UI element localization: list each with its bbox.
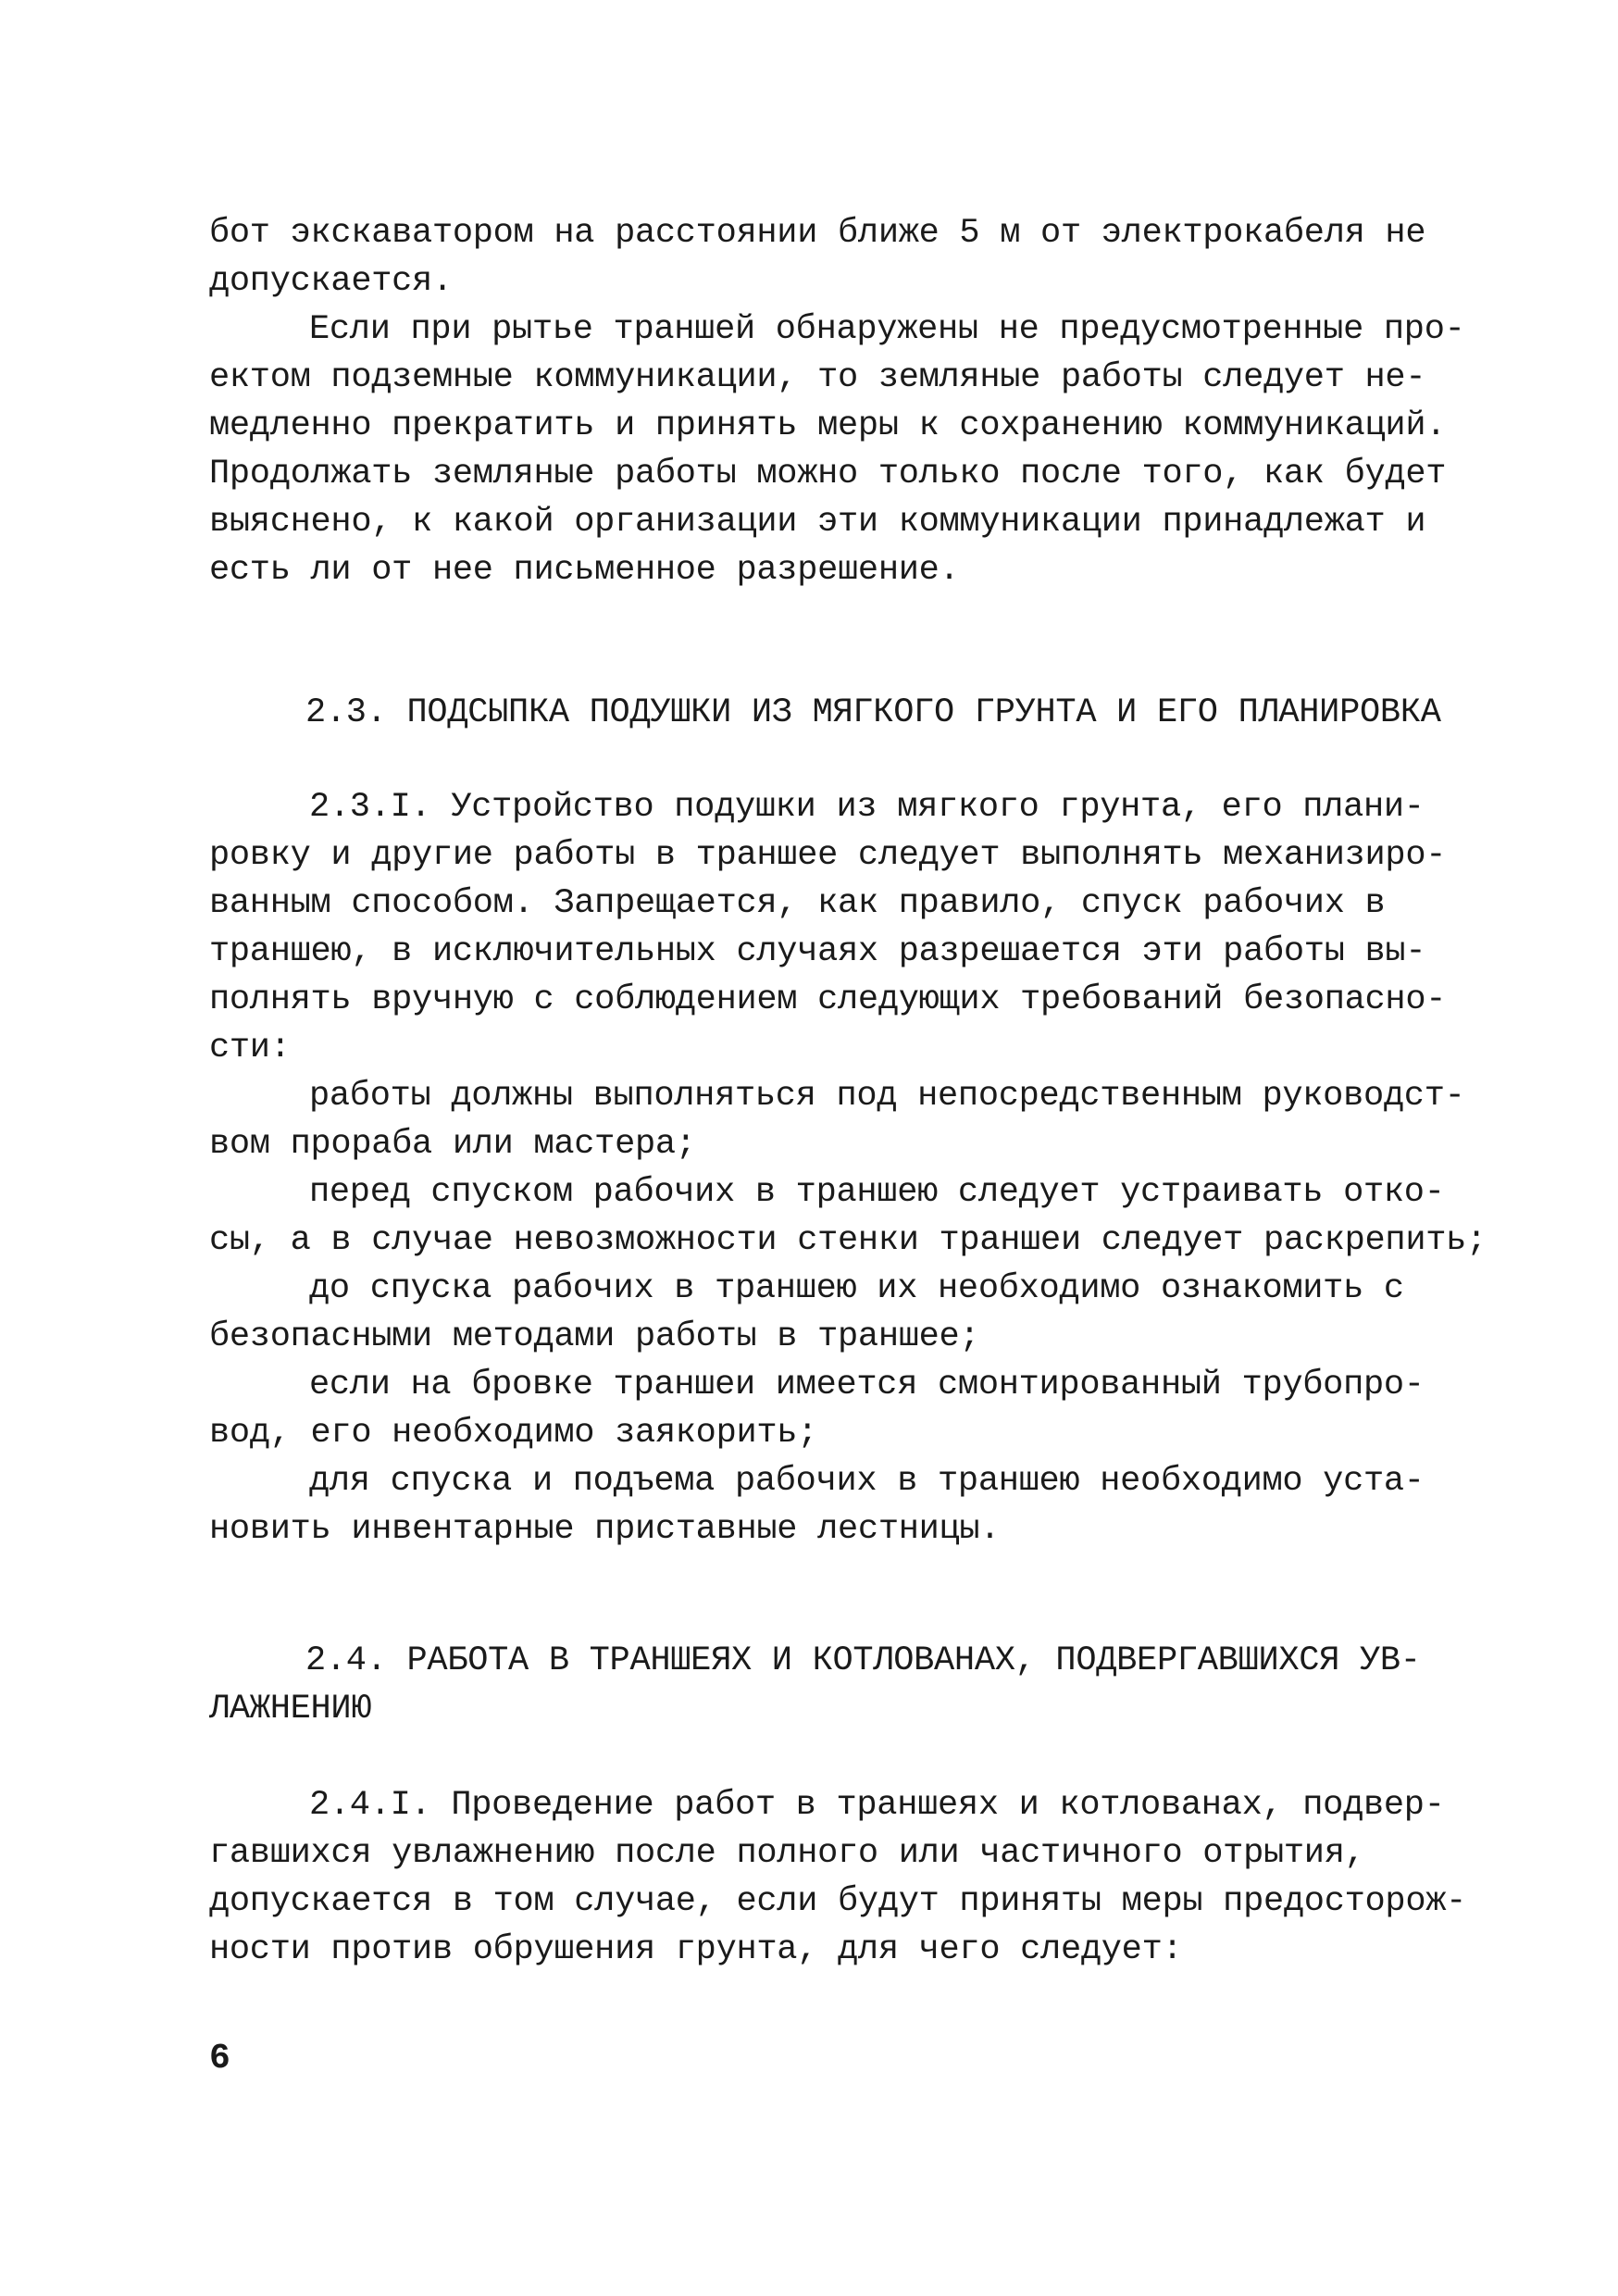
text-line: сти: xyxy=(209,1029,291,1067)
text-line: ности против обрушения грунта, для чего следует: xyxy=(209,1930,1183,1969)
text-line: гавшихся увлажнению после полного или частичного отрытия, xyxy=(209,1834,1365,1873)
section-heading-2-3: 2.3. ПОДСЫПКА ПОДУШКИ ИЗ МЯГКОГО ГРУНТА И ЕГО ПЛАНИРОВКА xyxy=(305,693,1441,732)
text-line: если на бровке траншеи имеется смонтированный трубопро- xyxy=(309,1366,1425,1404)
text-line: новить инвентарные приставные лестницы. xyxy=(209,1510,1001,1549)
text-line: ровку и другие работы в траншее следует выполнять механизиро- xyxy=(209,836,1447,875)
text-line: Если при рытье траншей обнаружены не предусмотренные про- xyxy=(309,310,1465,349)
text-line: до спуска рабочих в траншею их необходимо ознакомить с xyxy=(309,1269,1404,1308)
section-heading-2-4: 2.4. РАБОТА В ТРАНШЕЯХ И КОТЛОВАНАХ, ПОДВЕРГАВШИХСЯ УВ- xyxy=(305,1641,1421,1680)
page-number: 6 xyxy=(209,2039,230,2078)
text-line: 2.3.I. Устройство подушки из мягкого грунта, его плани- xyxy=(309,788,1425,827)
paragraph-block-intro xyxy=(209,209,1465,594)
text-line: вом прораба или мастера; xyxy=(209,1125,696,1164)
text-line: бот экскаватором на расстоянии ближе 5 м от электрокабеля не xyxy=(209,214,1426,253)
paragraph-block-2-3 xyxy=(209,783,1487,1554)
text-line: перед спуском рабочих в траншею следует устраивать отко- xyxy=(309,1173,1445,1212)
text-line: Продолжать земляные работы можно только после того, как будет xyxy=(209,455,1447,493)
text-line: ектом подземные коммуникации, то земляные работы следует не- xyxy=(209,358,1426,397)
text-line: ванным способом. Запрещается, как правило, спуск рабочих в xyxy=(209,884,1386,923)
text-line: допускается. xyxy=(209,262,453,301)
text-line: безопасными методами работы в траншее; xyxy=(209,1317,980,1356)
paragraph-block-2-4 xyxy=(209,1781,1467,1974)
text-line: выяснено, к какой организации эти коммуникации принадлежат и xyxy=(209,503,1426,542)
text-line: полнять вручную с соблюдением следующих требований безопасно- xyxy=(209,980,1447,1019)
section-heading-2-4-continued: ЛАЖНЕНИЮ xyxy=(209,1690,372,1728)
text-line: допускается в том случае, если будут приняты меры предосторож- xyxy=(209,1882,1467,1921)
text-line: для спуска и подъема рабочих в траншею необходимо уста- xyxy=(309,1462,1425,1501)
text-line: вод, его необходимо заякорить; xyxy=(209,1414,818,1453)
text-line: траншею, в исключительных случаях разрешается эти работы вы- xyxy=(209,932,1426,971)
text-line: работы должны выполняться под непосредственным руководст- xyxy=(309,1077,1465,1116)
text-line: медленно прекратить и принять меры к сохранению коммуникаций. xyxy=(209,406,1447,445)
text-line: сы, а в случае невозможности стенки траншеи следует раскрепить; xyxy=(209,1221,1487,1260)
text-line: 2.4.I. Проведение работ в траншеях и котлованах, подвер- xyxy=(309,1786,1445,1825)
text-line: есть ли от нее письменное разрешение. xyxy=(209,551,960,590)
